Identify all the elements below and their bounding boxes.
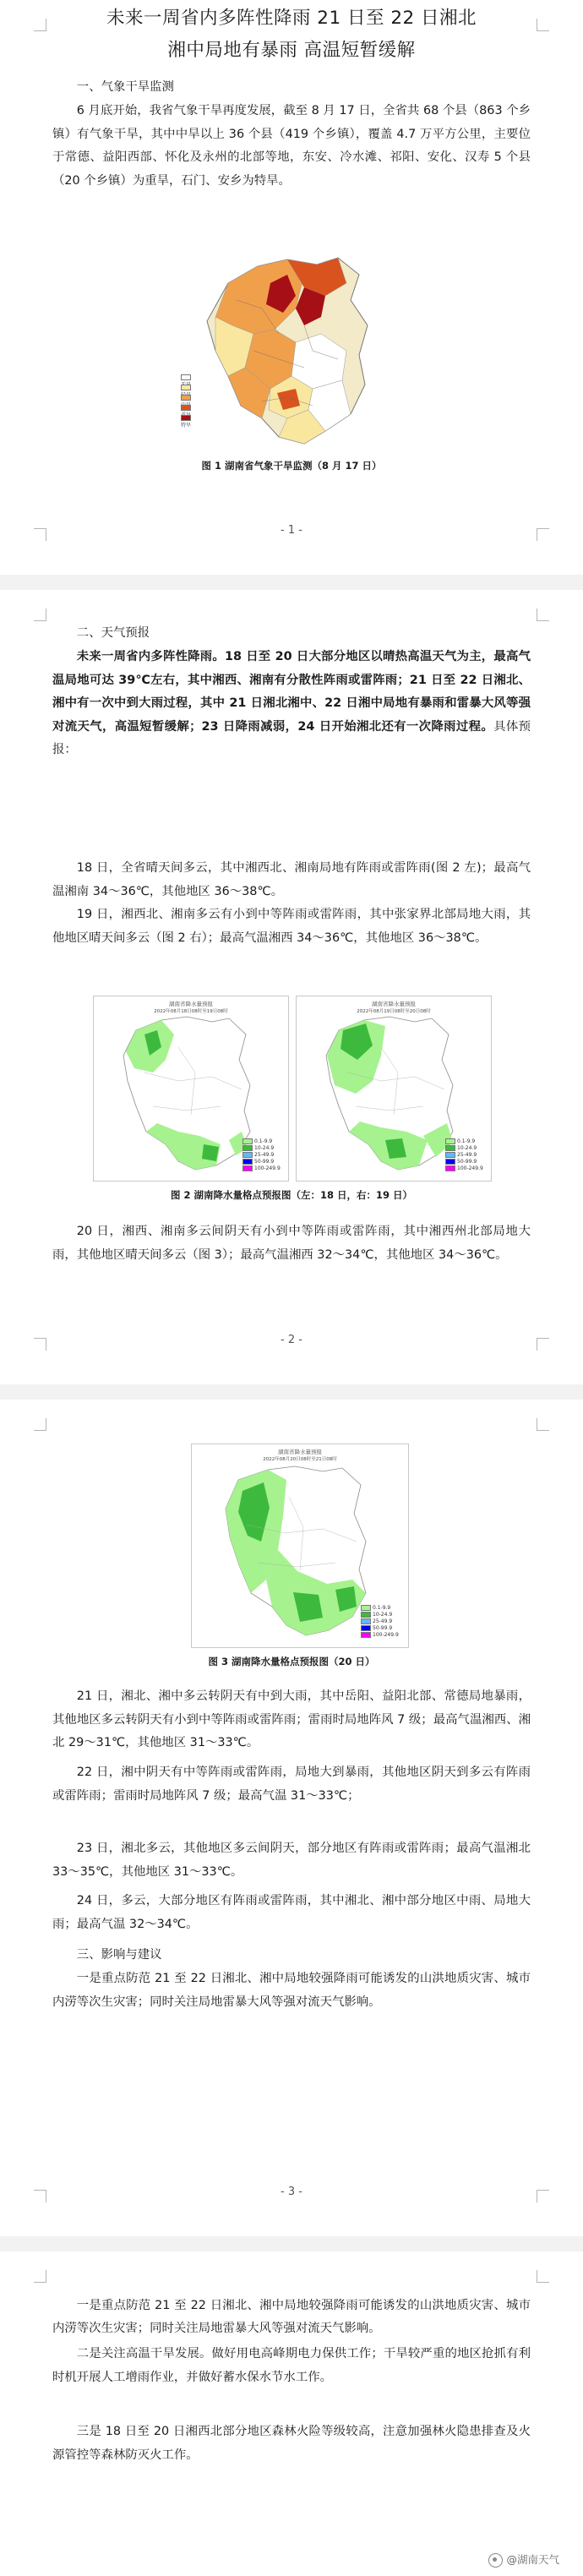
forecast-lead-tail: 具体预报：	[52, 719, 531, 756]
legend-label: 50-99.9	[254, 1159, 275, 1165]
document-title-line-1: 未来一周省内多阵性降雨 21 日至 22 日湘北	[106, 8, 477, 29]
legend-label: 25-49.9	[254, 1152, 275, 1158]
page-corner-mark	[34, 609, 46, 621]
forecast-day-20: 20 日，湘西、湘南多云间阴天有小到中等阵雨或雷阵雨，其中湘西州北部局地大雨，其他地区晴天间多云（图 3）；最高气温湘西 32～34℃，其他地区 34～36℃。	[52, 1225, 531, 1262]
legend-label: 10-24.9	[457, 1145, 477, 1151]
forecast-day-22: 22 日，湘中阴天有中等阵雨或雷阵雨，局地大到暴雨，其他地区阴天到多云有阵雨或雷阵雨；雷雨时局地阵风 7 级；最高气温 31～33℃；	[52, 1766, 531, 1803]
section-heading-forecast: 二、天气预报	[76, 626, 150, 640]
rain-forecast-map-20	[191, 1444, 409, 1648]
figure-2-caption: 图 2 湖南降水量格点预报图（左：18 日，右：19 日）	[170, 1189, 413, 1201]
forecast-summary: 未来一周省内多阵性降雨。18 日至 20 日大部分地区以晴热高温天气为主，最高气温局地可达 39℃左右，其中湘西、湘南有分散性阵雨或雷阵雨；21 日至 22 日湘北、湘中有一次中到大雨过程，其中 21 日湘北湘中、22 日湘中局地有暴雨和雷暴大风等强对流天气，高温短暂缓解；23 日降雨减弱，24 日开始湘北还有一次降雨过程。	[52, 650, 531, 734]
forecast-day-18: 18 日，全省晴天间多云，其中湘西北、湘南局地有阵雨或雷阵雨(图 2 左)；最高气温湘南 34～36℃，其他地区 36～38℃。	[52, 861, 531, 898]
impact-paragraph-1-part-1: 一是重点防范 21 至 22 日湘北、湘中局地较强降雨可能诱发的山洪地质灾害、城市内涝等次生灾害；同时关注局地雷暴大风等强对流天气影响。	[52, 1972, 531, 2009]
impact-paragraph-2: 二是关注高温干旱发展。做好用电高峰期电力保供工作；干旱较严重的地区抢抓有利时机开展人工增雨作业，并做好蓄水保水节水工作。	[52, 2347, 531, 2384]
forecast-day-24: 24 日，多云，大部分地区有阵雨或雷阵雨，其中湘北、湘中部分地区中雨、局地大雨；最高气温 32～34℃。	[52, 1894, 531, 1931]
section-heading-impact: 三、影响与建议	[76, 1948, 162, 1962]
page-1	[0, 0, 583, 575]
page-corner-mark	[34, 2270, 46, 2283]
map-title: 湖南省降水量预报	[169, 1001, 213, 1007]
map-subtitle: 2022年08月19日08时至20日08时	[357, 1009, 431, 1014]
forecast-day-21: 21 日，湘北、湘中多云转阴天有中到大雨，其中岳阳、益阳北部、常德局地暴雨，其他地区多云转阴天有小到中等阵雨或雷阵雨；雷雨时局地阵风 7 级；最高气温湘西、湘北 29～31℃，其他地区 31～33℃。	[52, 1689, 531, 1749]
legend-label: 50-99.9	[373, 1625, 393, 1631]
page-number: - 3 -	[281, 2186, 302, 2198]
weibo-icon	[488, 2553, 503, 2568]
page-2	[0, 590, 583, 1384]
legend-label: 10-24.9	[373, 1612, 393, 1618]
watermark-text: @湖南天气	[506, 2553, 559, 2566]
drought-paragraph: 6 月底开始，我省气象干旱再度发展，截至 8 月 17 日，全省共 68 个县（863 个乡镇）有气象干旱，其中中旱以上 36 个县（419 个乡镇），覆盖 4.7 万平方公里，主要位于常德、益阳西部、怀化及永州的北部等地，东安、冷水滩、祁阳、安化、汉寿 5 个县（20 个乡镇）为重旱，石门、安乡为特旱。	[52, 104, 531, 188]
forecast-lead-paragraph	[52, 646, 531, 762]
legend-label: 0.1-9.9	[254, 1138, 273, 1144]
watermark	[488, 2551, 559, 2568]
page-4	[0, 2251, 583, 2576]
map-title: 湖南省降水量预报	[278, 1449, 322, 1455]
page-number: - 2 -	[281, 1334, 302, 1346]
page-3	[0, 1400, 583, 2236]
page-corner-mark	[34, 1418, 46, 1431]
forecast-day-23: 23 日，湘北多云，其他地区多云间阴天，部分地区有阵雨或雷阵雨；最高气温湘北 33～35℃，其他地区 31～33℃。	[52, 1842, 531, 1879]
forecast-day-19: 19 日，湘西北、湘南多云有小到中等阵雨或雷阵雨，其中张家界北部局地大雨，其他地区晴天间多云（图 2 右）；最高气温湘西 34～36℃，其他地区 36～38℃。	[52, 908, 531, 945]
page-corner-mark	[537, 1418, 549, 1431]
legend-label: 100-249.9	[457, 1165, 483, 1171]
legend-label: 100-249.9	[254, 1165, 281, 1171]
legend-label: 10-24.9	[254, 1145, 275, 1151]
map-subtitle: 2022年08月18日08时至19日08时	[154, 1009, 228, 1014]
drought-monitoring-map	[177, 249, 406, 452]
page-corner-mark	[537, 609, 549, 621]
legend-label: 特旱	[181, 423, 192, 428]
section-heading-drought: 一、气象干旱监测	[76, 80, 174, 94]
legend-label: 0.1-9.9	[457, 1138, 476, 1144]
map-subtitle: 2022年08月20日08时至21日08时	[263, 1457, 337, 1462]
impact-paragraph-1-text: 一是重点防范 21 至 22 日湘北、湘中局地较强降雨可能诱发的山洪地质灾害、城市内涝等次生灾害；同时关注局地雷暴大风等强对流天气影响。	[52, 2298, 531, 2335]
legend-label: 50-99.9	[457, 1159, 477, 1165]
impact-paragraph-1-continued	[52, 2298, 531, 2341]
rain-forecast-map-18	[93, 996, 289, 1182]
legend-label: 100-249.9	[373, 1632, 399, 1638]
page-number: - 1 -	[281, 524, 302, 537]
page-corner-mark	[537, 2270, 549, 2283]
impact-paragraph-3: 三是 18 日至 20 日湘西北部分地区森林火险等级较高，注意加强林火隐患排查及火源管控等森林防灭火工作。	[52, 2425, 531, 2462]
map-title: 湖南省降水量预报	[372, 1001, 416, 1007]
figure-1-caption: 图 1 湖南省气象干旱监测（8 月 17 日）	[201, 460, 382, 472]
legend-label: 0.1-9.9	[373, 1605, 391, 1611]
rain-forecast-map-19	[296, 996, 492, 1182]
legend-label: 25-49.9	[457, 1152, 477, 1158]
document-title-line-2: 湘中局地有暴雨 高温短暂缓解	[167, 40, 416, 61]
figure-3-caption: 图 3 湖南降水量格点预报图（20 日）	[208, 1656, 375, 1667]
legend-label: 25-49.9	[373, 1618, 393, 1624]
